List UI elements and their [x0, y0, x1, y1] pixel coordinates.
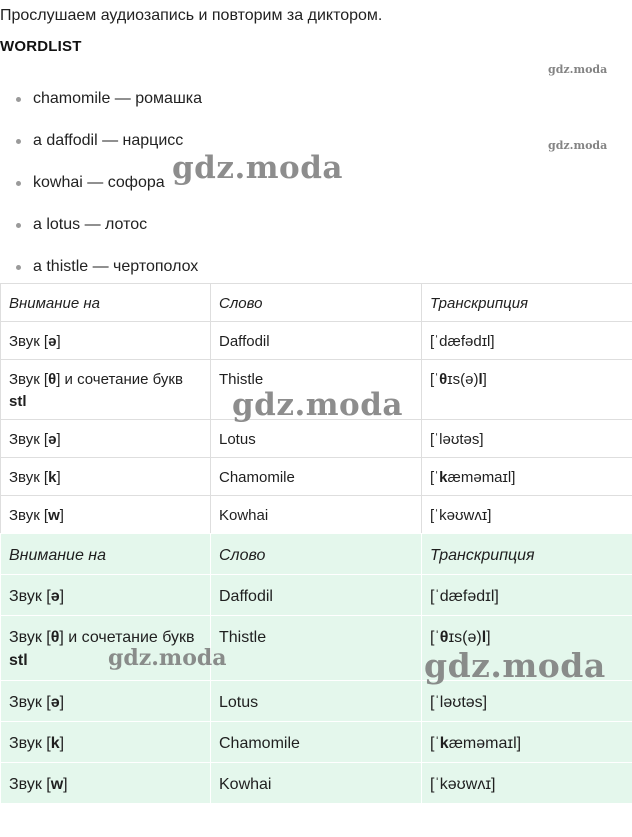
- table-cell: [ˈləʊtəs]: [422, 681, 632, 722]
- phonetics-table-green: [0, 533, 632, 804]
- intro-text: Прослушаем аудиозапись и повторим за диктором.: [0, 7, 383, 24]
- wordlist-title: WORDLIST: [0, 38, 82, 55]
- list-item: a daffodil — нарцисс: [0, 122, 560, 164]
- table-cell: Lotus: [211, 681, 422, 722]
- table-row: [1, 616, 632, 681]
- list-item: a lotus — лотос: [0, 206, 560, 248]
- table-cell: Kowhai: [211, 763, 422, 804]
- table-cell: [ˈkəʊwʌɪ]: [422, 496, 632, 534]
- table-cell: Звук [k]: [1, 722, 211, 763]
- watermark: gdz.moda: [548, 139, 608, 152]
- table-cell: [ˈkæməmaɪl]: [422, 458, 632, 496]
- table-row: [1, 681, 632, 722]
- list-item: a thistle — чертополох: [0, 248, 560, 290]
- phonetics-table: [0, 283, 632, 534]
- table-row: [1, 763, 632, 804]
- table-row: [1, 722, 632, 763]
- table-cell: [ˈθɪs(ə)l]: [422, 360, 632, 420]
- watermark: gdz.moda: [172, 150, 343, 186]
- table-cell: Звук [θ] и сочетание букв stl: [1, 616, 211, 681]
- table-row: [1, 360, 632, 420]
- column-header: Транскрипция: [422, 534, 632, 575]
- table-row: [1, 458, 632, 496]
- table-cell: Звук [ə]: [1, 681, 211, 722]
- table-cell: Kowhai: [211, 496, 422, 534]
- table-row: [1, 575, 632, 616]
- table-cell: [ˈθɪs(ə)l]: [422, 616, 632, 681]
- table-cell: Thistle: [211, 616, 422, 681]
- watermark: gdz.moda: [424, 646, 606, 685]
- column-header: Внимание на: [1, 284, 211, 322]
- table-cell: [ˈkæməmaɪl]: [422, 722, 632, 763]
- table-cell: Daffodil: [211, 575, 422, 616]
- table-cell: [ˈləʊtəs]: [422, 420, 632, 458]
- table-row: [1, 496, 632, 534]
- table-header-row: [1, 284, 632, 322]
- wordlist: [0, 80, 560, 290]
- watermark: gdz.moda: [548, 63, 608, 76]
- table-cell: Звук [w]: [1, 763, 211, 804]
- table-cell: [ˈkəʊwʌɪ]: [422, 763, 632, 804]
- table-cell: Звук [ə]: [1, 420, 211, 458]
- table-cell: Daffodil: [211, 322, 422, 360]
- table-cell: Звук [ə]: [1, 575, 211, 616]
- watermark: gdz.moda: [108, 645, 227, 671]
- table-cell: Chamomile: [211, 722, 422, 763]
- table-cell: [ˈdæfədɪl]: [422, 575, 632, 616]
- table-cell: Chamomile: [211, 458, 422, 496]
- table-cell: Thistle: [211, 360, 422, 420]
- table-cell: Звук [k]: [1, 458, 211, 496]
- table-cell: Lotus: [211, 420, 422, 458]
- table-header-row: [1, 534, 632, 575]
- column-header: Слово: [211, 534, 422, 575]
- table-row: [1, 420, 632, 458]
- column-header: Внимание на: [1, 534, 211, 575]
- list-item: chamomile — ромашка: [0, 80, 560, 122]
- table-cell: [ˈdæfədɪl]: [422, 322, 632, 360]
- watermark: gdz.moda: [232, 387, 403, 423]
- table-cell: Звук [w]: [1, 496, 211, 534]
- list-item: kowhai — софора: [0, 164, 560, 206]
- table-cell: Звук [θ] и сочетание букв stl: [1, 360, 211, 420]
- table-cell: Звук [ə]: [1, 322, 211, 360]
- column-header: Транскрипция: [422, 284, 632, 322]
- table-row: [1, 322, 632, 360]
- column-header: Слово: [211, 284, 422, 322]
